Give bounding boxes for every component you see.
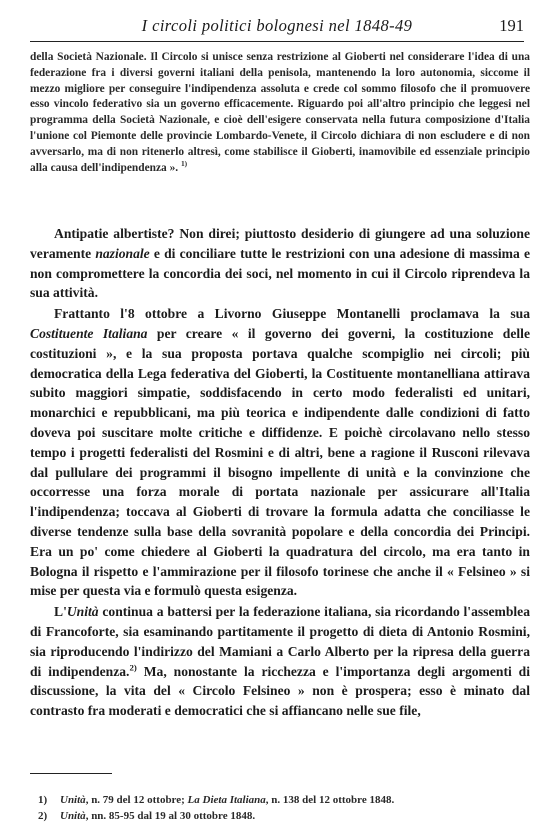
footnotes bbox=[30, 792, 530, 824]
footnote-ref-2: 2) bbox=[129, 662, 137, 672]
paragraph-2-italic: Costituente Italiana bbox=[30, 325, 148, 341]
footnote-2-mark: 2) bbox=[38, 810, 48, 822]
footnote-2-italic-a: Unità bbox=[60, 810, 86, 822]
footnote-1-italic-c: La Dieta Italiana bbox=[187, 794, 266, 806]
footnote-ref-1: 1) bbox=[180, 158, 188, 168]
paragraph-3-text-d: Ma, nonostante la ricchezza e l'importanza degli argomenti di discussione, la vita del « Circolo Felsineo » non è prospera; esso è minato dal contrasto fra moderati e democratici che si affiancano nelle sue file, bbox=[30, 663, 530, 719]
footnote-1-text-d: , n. 138 del 12 ottobre 1848. bbox=[265, 794, 395, 806]
paragraph-1-text-c: e di conciliare tutte le restrizioni con una adesione di massima e non compromettere la concordia dei soci, nel momento in cui il Circolo riprendeva la sua attività. bbox=[30, 245, 530, 301]
footnote-2 bbox=[30, 808, 530, 824]
paragraph-3-text-c: continua a battersi per la federazione italiana, sia ricordando l'assemblea di Francoforte, sia esaminando partitamente il progetto di dieta di Antonio Rosmini, sia riproducendo l'indirizzo del Mamiani a Carlo Alberto per la ripresa della guerra di indipendenza. bbox=[30, 604, 530, 679]
footnote-1-text-b: , n. 79 del 12 ottobre; bbox=[85, 794, 188, 806]
footnote-1 bbox=[30, 792, 530, 808]
page-header bbox=[30, 14, 524, 38]
paragraph-2-text-c: per creare « il governo dei governi, la costituzione delle costituzioni », e la sua proposta portava qualche scompiglio nei circoli; più democratica della Lega federativa del Gioberti, la Costituente montanelliana attirava subito maggiori simpatie, soddisfacendo in certo modo federalisti ed unitari, monarchici e repubblicani, ma più teorica e indipendente dalle condizioni di fatto doveva poi suscitare molte critiche e diffidenze. E poichè circolavano nello stesso tempo i progetti federalisti del Rosmini e di altri, bene a ragione il Rusconi rilevava dal pullulare dei programmi il bisogno impellente di unità e la convinzione che occorresse una forza morale di portata nazionale per assicurare all'Italia l'indipendenza; toccava al Gioberti di trovare la formula adatta che conciliasse le diverse tendenze sulla base della sovranità popolare e della concordia dei Principi. Era un po' come chiedere al Gioberti la quadratura del circolo, ma era tanto in Bologna il rispetto e l'ammirazione per il filosofo torinese che anche il « Felsineo » si mise per questa via e formulò questa esigenza. bbox=[30, 325, 530, 599]
footnote-1-mark: 1) bbox=[38, 794, 48, 806]
paragraph-3-text-a: L' bbox=[54, 604, 67, 620]
paragraph-1 bbox=[30, 224, 530, 303]
running-title: I circoli politici bolognesi nel 1848-49 bbox=[141, 16, 413, 35]
body-text bbox=[30, 224, 530, 721]
block-quote bbox=[30, 50, 530, 176]
header-rule bbox=[30, 41, 524, 42]
paragraph-1-text-a: Antipatie albertiste? Non direi; piuttosto desiderio di giungere ad una soluzione veramente bbox=[30, 226, 530, 261]
footnote-rule bbox=[30, 773, 112, 774]
footnote-1-italic-a: Unità bbox=[60, 794, 86, 806]
quote-text: della Società Nazionale. Il Circolo si unisce senza restrizione al Gioberti nel considerare l'idea di una federazione fra i diversi governi italiani della penisola, mantenendo la loro autonomia, siccome il mezzo migliore per conseguire l'indipendenza assoluta e crede col sommo filosofo che il promuovere esso vincolo federativo sia un governo efficacemente. Riguardo poi all'altro principio che leggesi nel programma della Società Nazionale, e cioè dell'esigere conservata nella futura composizione d'Italia l'unione col Piemonte delle provincie Lombardo-Venete, il Circolo dichiara di non escludere e di non avversarlo, ma di non ritenerlo altresì, come stabilisce il Gioberti, inamovibile ed essenziale principio alla causa dell'indipendenza ». bbox=[30, 51, 530, 174]
paragraph-2-text-a: Frattanto l'8 ottobre a Livorno Giuseppe Montanelli proclamava la sua bbox=[54, 306, 530, 322]
footnote-2-text-b: , nn. 85-95 dal 19 al 30 ottobre 1848. bbox=[85, 810, 256, 822]
page-number: 191 bbox=[499, 16, 524, 35]
paragraph-3-italic: Unità bbox=[66, 604, 99, 620]
paragraph-1-italic: nazionale bbox=[95, 245, 150, 261]
paragraph-3 bbox=[30, 602, 530, 721]
paragraph-2 bbox=[30, 304, 530, 601]
